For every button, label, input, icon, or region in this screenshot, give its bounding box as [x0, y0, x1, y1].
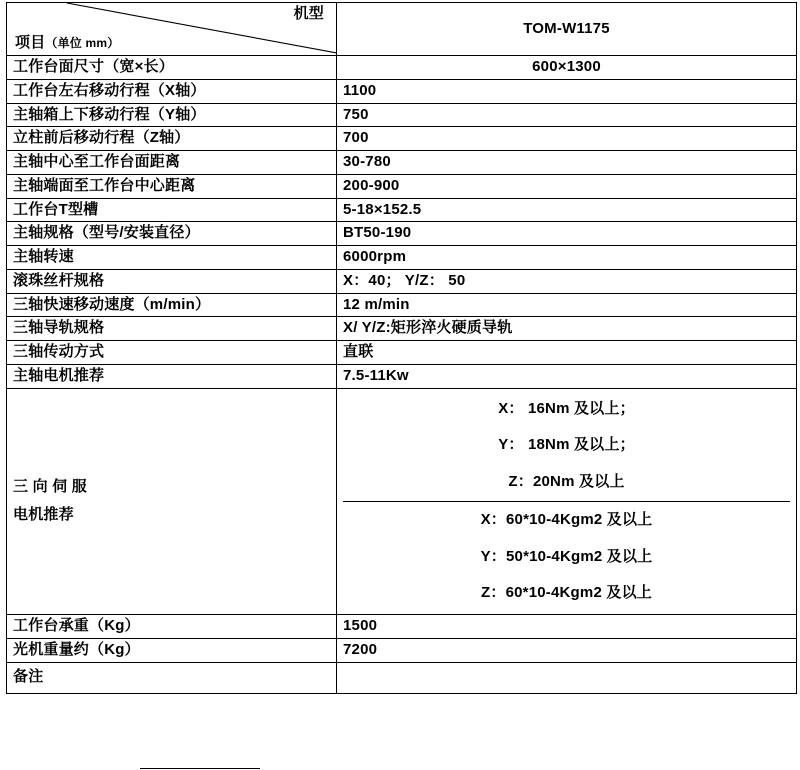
- header-model-label: 机型: [293, 5, 324, 22]
- row-label: 主轴规格（型号/安装直径）: [7, 222, 337, 246]
- servo-line: Z：60*10-4Kgm2 及以上: [481, 584, 652, 602]
- row-value: 200-900: [337, 174, 797, 198]
- row-value: [337, 662, 797, 693]
- row-label: 工作台面尺寸（宽×长）: [7, 56, 337, 80]
- row-label: 主轴中心至工作台面距离: [7, 151, 337, 175]
- header-diagonal-cell: [7, 3, 337, 56]
- row-value: 12 m/min: [337, 293, 797, 317]
- table-row: [7, 103, 797, 127]
- row-value: 6000rpm: [337, 246, 797, 270]
- row-value: X：40； Y/Z： 50: [337, 269, 797, 293]
- servo-row: [7, 388, 797, 615]
- table-row: [7, 246, 797, 270]
- row-label: 主轴箱上下移动行程（Y轴）: [7, 103, 337, 127]
- bottom-rule: [140, 768, 260, 769]
- table-row: [7, 222, 797, 246]
- servo-line: X： 16Nm 及以上；: [498, 399, 635, 417]
- servo-label-line1: 三 向 伺 服: [13, 477, 87, 495]
- row-value: 600×1300: [337, 56, 797, 80]
- servo-group-torque: [343, 391, 790, 502]
- row-label: 工作台承重（Kg）: [7, 615, 337, 639]
- header-model-value: TOM-W1175: [337, 3, 797, 56]
- table-row: [7, 79, 797, 103]
- row-value: 5-18×152.5: [337, 198, 797, 222]
- table-row: [7, 364, 797, 388]
- row-value: 750: [337, 103, 797, 127]
- servo-line: Y：50*10-4Kgm2 及以上: [480, 547, 653, 565]
- row-label: 三轴快速移动速度（m/min）: [7, 293, 337, 317]
- row-value: X/ Y/Z:矩形淬火硬质导轨: [337, 317, 797, 341]
- table-row: [7, 174, 797, 198]
- row-value: 直联: [337, 341, 797, 365]
- row-value: 30-780: [337, 151, 797, 175]
- row-label: 滚珠丝杆规格: [7, 269, 337, 293]
- servo-group-inertia: [343, 502, 790, 612]
- table-row: [7, 662, 797, 693]
- servo-label-line2: 电机推荐: [13, 506, 74, 524]
- row-label: 工作台T型槽: [7, 198, 337, 222]
- table-row: [7, 56, 797, 80]
- row-label: 三轴传动方式: [7, 341, 337, 365]
- table-row: [7, 317, 797, 341]
- row-label: 立柱前后移动行程（Z轴）: [7, 127, 337, 151]
- specification-table: [6, 2, 797, 694]
- servo-value-cell: [337, 388, 797, 615]
- row-value: 7.5-11Kw: [337, 364, 797, 388]
- row-label: 主轴转速: [7, 246, 337, 270]
- spec-sheet: [0, 2, 800, 770]
- servo-line: Z：20Nm 及以上: [508, 473, 625, 490]
- row-value: 700: [337, 127, 797, 151]
- table-row: [7, 127, 797, 151]
- row-label: 主轴电机推荐: [7, 364, 337, 388]
- row-value: 1100: [337, 79, 797, 103]
- row-label: 备注: [7, 662, 337, 693]
- row-label: 三轴导轨规格: [7, 317, 337, 341]
- row-label: 主轴端面至工作台中心距离: [7, 174, 337, 198]
- row-label: 工作台左右移动行程（X轴）: [7, 79, 337, 103]
- servo-label-cell: [7, 388, 337, 615]
- row-value: 1500: [337, 615, 797, 639]
- header-item-label: 项目（单位 mm）: [15, 34, 120, 52]
- row-value: BT50-190: [337, 222, 797, 246]
- table-row: [7, 198, 797, 222]
- header-item-unit: （单位 mm）: [45, 36, 120, 51]
- table-header-row: [7, 3, 797, 56]
- servo-line: X：60*10-4Kgm2 及以上: [480, 510, 653, 528]
- row-label: 光机重量约（Kg）: [7, 638, 337, 662]
- servo-line: Y： 18Nm 及以上；: [498, 436, 635, 454]
- table-row: [7, 615, 797, 639]
- table-row: [7, 638, 797, 662]
- table-row: [7, 151, 797, 175]
- row-value: 7200: [337, 638, 797, 662]
- table-row: [7, 269, 797, 293]
- table-row: [7, 293, 797, 317]
- table-row: [7, 341, 797, 365]
